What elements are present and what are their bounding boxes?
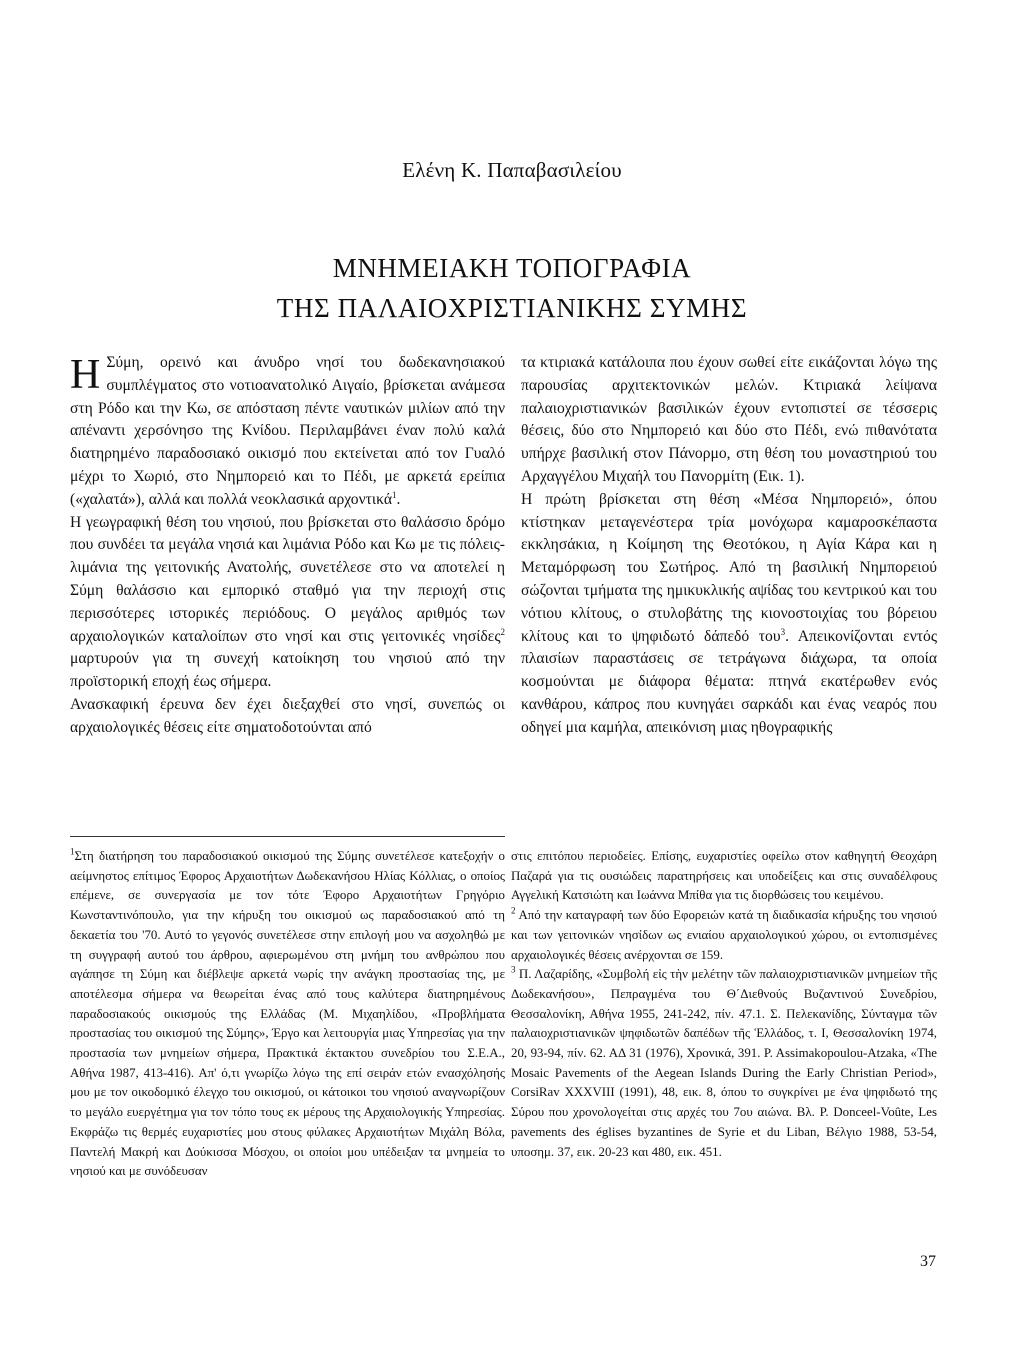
footnote-1: $^1$Στη διατήρηση του παραδοσιακού οικισμού της Σύμης συνετέλεσε κατεξοχήν ο αείμνηστος επίτιμος Έφορος Αρχαιοτήτων Δωδεκανήσου Ηλίας Κόλλιας, ο οποίος επέμενε, σε συνεργασία με τον τότε Έφορο Αρχαιοτήτων Γρηγόριο Κωνσταντινόπουλο, για την κήρυξη του οικισμού ως παραδοσιακού από τη δεκαετία του '70. Αυτό το γεγονός συνετέλεσε στην επιλογή μου να ασχοληθώ με τη συγγραφή αυτού του άρθρου, αφιερωμένου στη μνήμη του ανθρώπου που αγάπησε τη Σύμη και διέβλεψε αρκετά νωρίς την ανάγκη προστασίας της, με αποτέλεσμα σήμερα να θεωρείται ένας από τους καλύτερα διατηρημένους παραδοσιακούς οικισμούς της Ελλάδας (Μ. Μιχαηλίδου, «Προβλήματα προστασίας του οικισμού της Σύμης», Έργο και λειτουργία μιας Υπηρεσίας για την προστασία των μνημείων σήμερα, Πρακτικά έκτακτου συνεδρίου του Σ.Ε.Α., Αθήνα 1987, 413-416). Απ' ό,τι γνωρίζω λόγω της επί σειράν ετών ενασχόλησής μου με τον οικοδομικό έλεγχο του οικισμού, οι κάτοικοι του νησιού αναγνωρίζουν το μεγάλο ευεργέτημα για τον τόπο τους εκ μέρους της Αρχαιολογικής Υπηρεσίας. Εκφράζω τις θερμές ευχαριστίες μου στους φύλακες Αρχαιοτήτων Μιχάλη Βόλα, Παντελή Μακρή και Δούκισσα Μόσχου, οι οποίοι μου υπέδειξαν τα μνημεία το νησιού και με συνόδευσαν — [70, 846, 505, 1179]
paragraph: τα κτιριακά κατάλοιπα που έχουν σωθεί είτε εικάζονται λόγω της παρουσίας αρχιτεκτονικών μελών. Κτιριακά λείψανα παλαιοχριστιανικών βασιλικών έχουν εντοπιστεί σε τέσσερις θέσεις, δύο στο Νημπορειό και δύο στο Πέδι, ενώ πιθανότατα υπήρχε βασιλική στον Πάνορμο, στη θέση του μοναστηριού του Αρχαγγέλου Μιχαήλ του Πανορμίτη (Εικ. 1). — [521, 354, 937, 485]
author-name: Ελένη Κ. Παπαβασιλείου — [402, 158, 622, 182]
drop-cap: Η — [70, 352, 101, 398]
paragraph: Ανασκαφική έρευνα δεν έχει διεξαχθεί στο νησί, συνεπώς οι αρχαιολογικές θέσεις είτε σηματοδοτούνται από — [70, 695, 505, 736]
paragraph: Η πρώτη βρίσκεται στη θέση «Μέσα Νημπορειό», όπου κτίστηκαν μεταγενέστερα τρία μονόχωρα καμαροσκέπαστα εκκλησάκια, η Κοίμηση της Θεοτόκου, η Αγία Κάρα και η Μεταμόρφωση του Σωτήρος. Από τη βασιλική Νημπορειού σώζονται τμήματα της ημικυκλικής αψίδας του κεντρικού και του νότιου κλίτους, ο στυλοβάτης της κιονοστοιχίας του βόρειου κλίτους και το ψηφιδωτό δάπεδό του$^3$. Απεικονίζονται εντός πλαισίων παραστάσεις σε τετράγωνα διάχωρα, τα οποία κοσμούνται με διάφορα θέματα: πτηνά εκατέρωθεν ενός κανθάρου, κάπρος που κυνηγάει σαρκάδι και ένας νεαρός που οδηγεί μια καμήλα, απεικόνιση μιας ηθογραφικής — [521, 490, 938, 736]
footnotes-right — [511, 847, 937, 1162]
footnote-ref-1: 1 — [392, 489, 397, 500]
footnote-2: $^2$ Από την καταγραφή των δύο Εφορειών κατά τη διαδικασία κήρυξης του νησιού και των γειτονικών νησίδων ως ενιαίου αρχαιολογικού χώρου, οι εντοπισμένες αρχαιολογικές θέσεις ανέρχονται σε 159. — [511, 905, 937, 962]
title-line-1: ΜΝΗΜΕΙΑΚΗ ΤΟΠΟΓΡΑΦΙΑ — [332, 253, 692, 283]
body-column-left — [70, 352, 505, 740]
article-title — [0, 248, 1024, 328]
footnote-1-continued: στις επιτόπου περιοδείες. Επίσης, ευχαριστίες οφείλω στον καθηγητή Θεοχάρη Παζαρά για τις ουσιώδεις παρατηρήσεις και υποδείξεις και στις συναδέλφους Αγγελική Κατσιώτη και Ιωάννα Μπίθα για τις διορθώσεις του κειμένου. — [511, 849, 937, 903]
footnote-divider — [70, 836, 505, 837]
page-number: 37 — [920, 1253, 936, 1270]
paragraph: Η γεωγραφική θέση του νησιού, που βρίσκεται στο θαλάσσιο δρόμο που συνδέει τα μεγάλα νησιά και λιμάνια Ρόδο και Κω με τις πόλεις-λιμάνια της γειτονικής Ανατολής, συνετέλεσε στο να αποτελεί η Σύμη θαλάσσιο και εμπορικό σταθμό για την περιοχή στις περισσότερες ιστορικές περιόδους. Ο μεγάλος αριθμός των αρχαιολογικών καταλοίπων στο νησί και στις γειτονικές νησίδες$^2$ μαρτυρούν για τη συνεχή κατοίκηση του νησιού από την προϊστορική εποχή έως σήμερα. — [70, 513, 505, 691]
paragraph: Η Σύμη, ορεινό και άνυδρο νησί του δωδεκανησιακού συμπλέγματος στο νοτιοανατολικό Αιγαίο, βρίσκεται ανάμεσα στη Ρόδο και την Κω, σε απόσταση πέντε ναυτικών μιλίων από την απέναντι χερσόνησο της Κνίδου. Περιλαμβάνει έναν πολύ καλά διατηρημένο παραδοσιακό οικισμό που εκτείνεται από τον Γυαλό μέχρι το Χωριό, στο Νημπορειό και το Πέδι, με αρκετά ερείπια («χαλατά»), αλλά και πολλά νεοκλασικά αρχοντικά$^1$. — [70, 352, 505, 508]
title-line-2: ΤΗΣ ΠΑΛΑΙΟΧΡΙΣΤΙΑΝΙΚΗΣ ΣΥΜΗΣ — [276, 293, 748, 323]
footnote-3: $^3$ Π. Λαζαρίδης, «Συμβολή εἰς τὴν μελέτην τῶν παλαιοχριστιανικῶν μνημείων τῆς Δωδεκανήσου», Πεπραγμένα του Θ΄Διεθνούς Βυζαντινού Συνεδρίου, Θεσσαλονίκη, Αθήνα 1955, 241-242, πίν. 47.1. Σ. Πελεκανίδης, Σύνταγμα τῶν παλαιοχριστιανικῶν ψηφιδωτῶν δαπέδων τῆς Ἑλλάδος, τ. Ι, Θεσσαλονίκη 1974, 20, 93-94, πίν. 62. ΑΔ 31 (1976), Χρονικά, 391. P. Assimakopoulou-Atzaka, «The Mosaic Pavements of the Aegean Islands During the Early Christian Period», CorsiRav XXXVIII (1991), 48, εικ. 8, όπου το συγκρίνει με ένα ψηφιδωτό της Σύρου που χρονολογείται στις αρχές του 7ου αιώνα. Βλ. P. Donceel-Voûte, Les pavements des églises byzantines de Syrie et du Liban, Βέλγιο 1988, 53-54, υποσημ. 37, εικ. 20-23 και 480, εικ. 451. — [511, 964, 937, 1159]
footnote-ref-3: 3 — [780, 626, 786, 637]
footnotes-left — [70, 847, 505, 1182]
body-column-right — [521, 352, 937, 740]
footnote-ref-2: 2 — [500, 626, 505, 637]
